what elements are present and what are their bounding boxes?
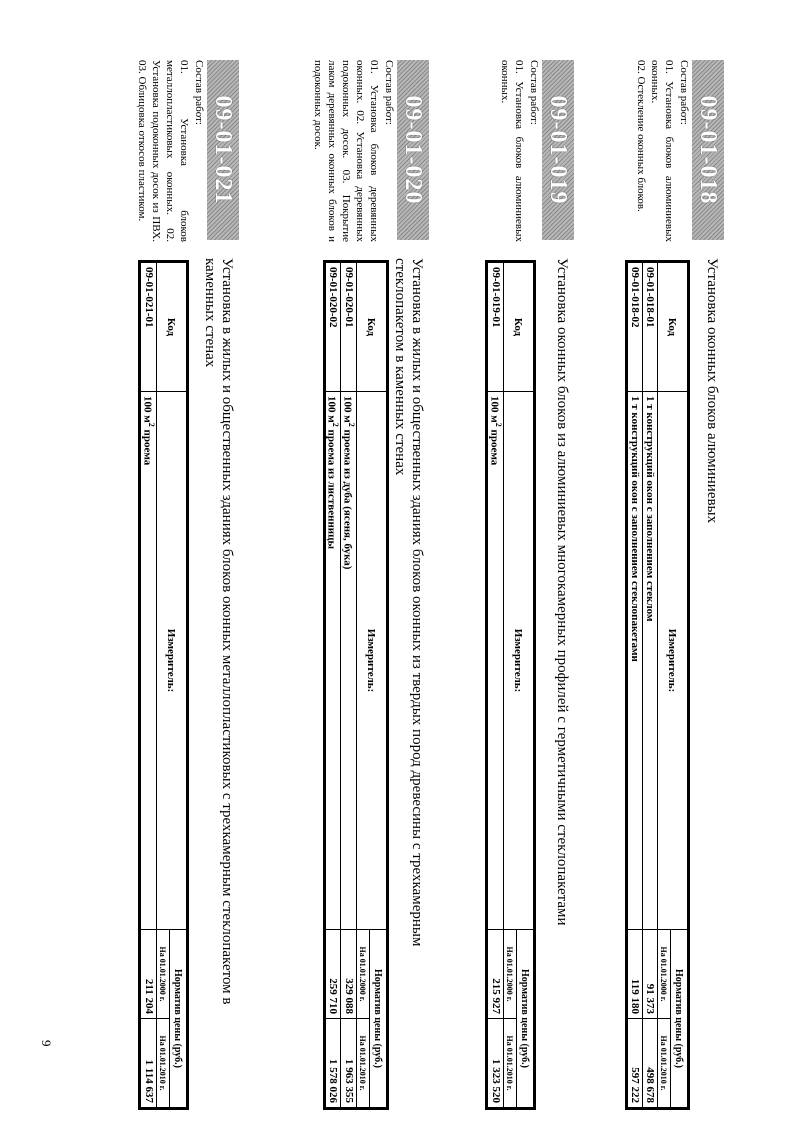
section-code-badge: 09-01-019 <box>542 60 574 240</box>
row-price-2010: 1 578 026 <box>324 1019 341 1109</box>
table-row <box>324 262 341 1109</box>
section-title: Установка оконных блоков алюминиевых <box>704 258 720 524</box>
table-row <box>627 262 643 1109</box>
table-row <box>643 262 658 1109</box>
price-table <box>323 260 389 1110</box>
measure-rest: проема <box>141 426 154 466</box>
col-date-2010: На 01.01.2010 г. <box>504 1019 517 1109</box>
section-code-badge: 09-01-018 <box>692 60 724 240</box>
row-measure: 1 т конструкций окон с заполнением стеклопакетами <box>627 392 643 930</box>
col-date-2010: На 01.01.2010 г. <box>357 1019 370 1109</box>
section-title: Установка в жилых и общественных зданиях блоков оконных металлопластиковых с трехкамерным стеклопакетом в каменных стенах <box>202 258 235 1005</box>
col-date-2010: На 01.01.2010 г. <box>157 1019 170 1109</box>
row-measure <box>324 392 341 930</box>
table-row <box>140 262 157 1109</box>
col-measure-header: Измеритель: <box>658 392 689 930</box>
row-price-2010: 498 678 <box>643 1019 658 1109</box>
section-code-badge: 09-01-021 <box>207 60 239 240</box>
col-code-header: Код <box>504 262 535 392</box>
works-list <box>498 60 526 242</box>
work-item: 01. Установка блоков металлопластиковых оконных. 02. Установка подоконных досок из ПВХ. 03. Облицовка откосов пластиком. <box>136 60 190 242</box>
row-code: 09-01-018-01 <box>643 262 658 392</box>
col-code-header: Код <box>658 262 689 392</box>
row-code: 09-01-020-01 <box>341 262 357 392</box>
row-measure <box>487 392 504 930</box>
col-measure-header: Измеритель: <box>357 392 388 930</box>
row-measure <box>140 392 157 930</box>
col-measure-header: Измеритель: <box>504 392 535 930</box>
works-label: Состав работ: <box>528 60 540 125</box>
col-date-2000: На 01.01.2000 г. <box>658 930 671 1019</box>
row-code: 09-01-019-01 <box>487 262 504 392</box>
row-code: 09-01-018-02 <box>627 262 643 392</box>
col-price-header: Норматив цены (руб.) <box>671 930 689 1109</box>
work-item: 02. Остекление оконных блоков. <box>635 60 647 212</box>
row-price-2000: 119 180 <box>627 930 643 1019</box>
col-date-2000: На 01.01.2000 г. <box>157 930 170 1019</box>
row-price-2000: 329 088 <box>341 930 357 1019</box>
measure-unit: 100 м <box>141 396 154 423</box>
section-code-badge: 09-01-020 <box>397 60 429 240</box>
price-table <box>138 260 189 1110</box>
measure-sup: 2 <box>347 422 356 427</box>
row-price-2000: 259 710 <box>324 930 341 1019</box>
col-code-header: Код <box>157 262 188 392</box>
row-price-2010: 1 963 355 <box>341 1019 357 1109</box>
section-title: Установка оконных блоков из алюминиевых многокамерных профилей с герметичными стеклопакетами <box>554 258 570 926</box>
col-code-header: Код <box>357 262 388 392</box>
col-date-2000: На 01.01.2000 г. <box>357 930 370 1019</box>
works-list <box>311 60 381 242</box>
measure-rest: проема из дуба (ясеня, бука) <box>341 426 354 570</box>
works-label: Состав работ: <box>678 60 690 125</box>
measure-sup: 2 <box>494 422 503 427</box>
page-number: 9 <box>39 1040 54 1047</box>
measure-unit: 100 м <box>341 396 354 423</box>
row-price-2010: 597 222 <box>627 1019 643 1109</box>
works-list <box>135 60 191 242</box>
works-label: Состав работ: <box>383 60 395 125</box>
col-price-header: Норматив цены (руб.) <box>170 930 188 1109</box>
work-item: 01. Установка блоков деревянных оконных. 02. Установка деревянных подоконных досок. 03. Покрытие лаком деревянных оконных блоков и подоконных досок. <box>312 60 380 242</box>
price-table <box>625 260 690 1110</box>
measure-unit: 100 м <box>488 396 501 423</box>
works-label: Состав работ: <box>193 60 205 125</box>
section-title: Установка в жилых и общественных зданиях блоков оконных из твердых пород древесины с трехкамерным стеклопакетом в каменных стенах <box>392 258 425 947</box>
col-measure-header: Измеритель: <box>157 392 188 930</box>
row-code: 09-01-021-01 <box>140 262 157 392</box>
price-table <box>485 260 536 1110</box>
col-date-2000: На 01.01.2000 г. <box>504 930 517 1019</box>
work-item: 01. Установка блоков алюминиевых оконных. <box>499 60 525 242</box>
row-price-2010: 1 114 637 <box>140 1019 157 1109</box>
work-item: 01. Установка блоков алюминиевых оконных. <box>649 60 675 242</box>
col-price-header: Норматив цены (руб.) <box>517 930 535 1109</box>
table-row <box>487 262 504 1109</box>
row-code: 09-01-020-02 <box>324 262 341 392</box>
row-measure <box>341 392 357 930</box>
row-price-2000: 211 204 <box>140 930 157 1019</box>
table-row <box>341 262 357 1109</box>
measure-rest: проема из лиственницы <box>325 426 338 550</box>
col-price-header: Норматив цены (руб.) <box>370 930 388 1109</box>
row-price-2010: 1 323 520 <box>487 1019 504 1109</box>
row-price-2000: 215 927 <box>487 930 504 1019</box>
measure-sup: 2 <box>147 422 156 427</box>
row-measure: 1 т конструкций окон с заполнением стеклом <box>643 392 658 930</box>
row-price-2000: 91 373 <box>643 930 658 1019</box>
works-list <box>634 60 676 242</box>
measure-unit: 100 м <box>325 396 338 423</box>
measure-rest: проема <box>488 426 501 466</box>
measure-sup: 2 <box>331 422 341 427</box>
col-date-2010: На 01.01.2010 г. <box>658 1019 671 1109</box>
